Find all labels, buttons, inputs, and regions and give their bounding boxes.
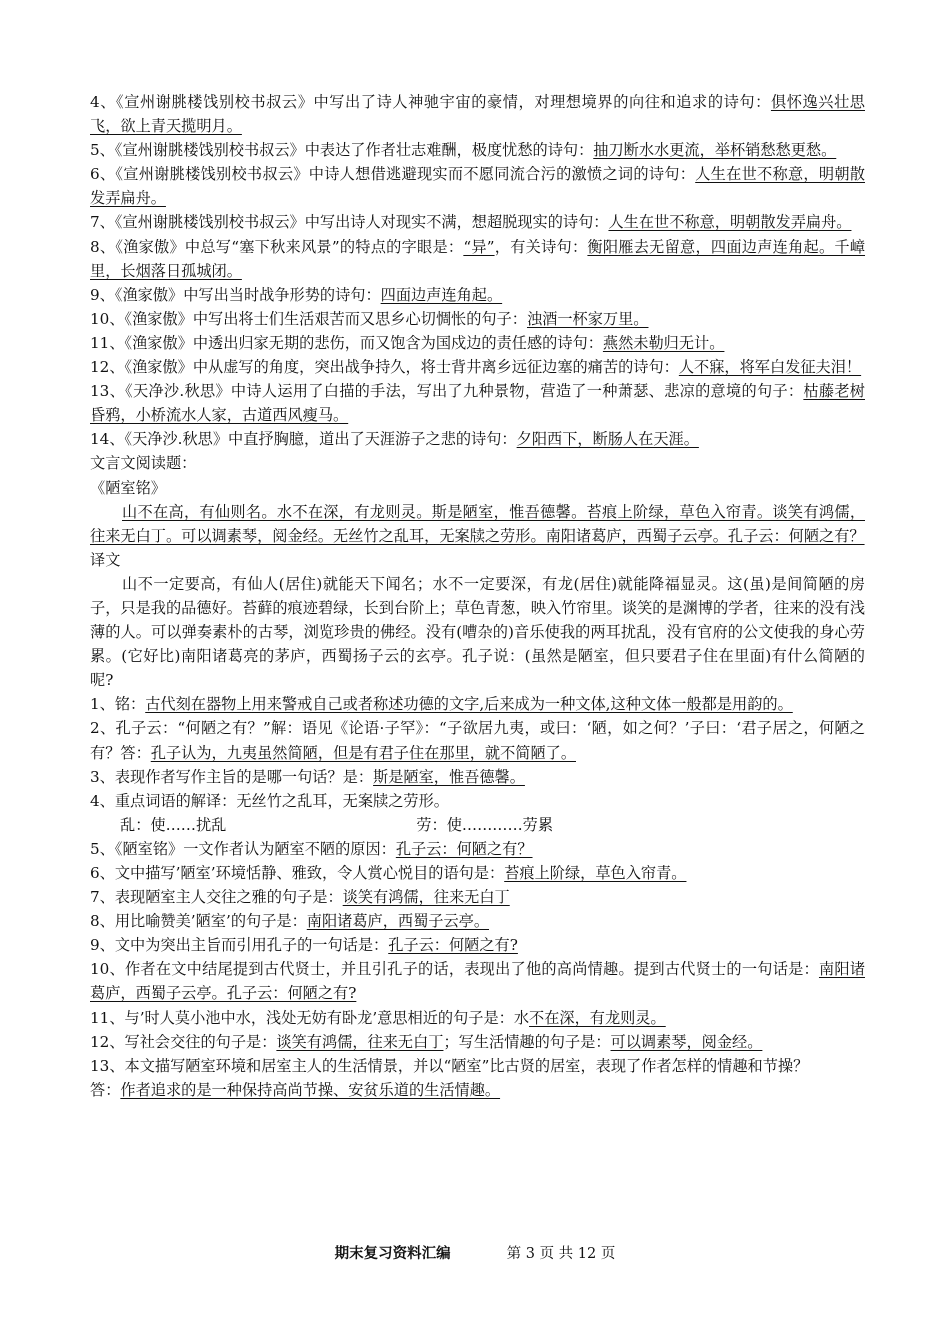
question-8 — [90, 235, 865, 283]
question-2 — [90, 716, 865, 764]
question-text: 12、写社会交往的句子是： — [90, 1032, 277, 1051]
question-4-words — [90, 813, 865, 837]
footer-title: 期末复习资料汇编 — [334, 1245, 451, 1262]
question-text: 3、表现作者写作主旨的是哪一句话？是： — [90, 767, 374, 786]
question-text: 9、文中为突出主旨而引用孔子的一句话是： — [90, 936, 389, 955]
question-text: 14、《天净沙.秋思》中直抒胸臆，道出了天涯游子之悲的诗句： — [90, 430, 517, 449]
question-13: 13、本文描写陋室环境和居室主人的生活情景，并以“陋室”比古贤的居室，表现了作者怎样的情趣和节操？ — [90, 1056, 809, 1075]
question-line — [90, 162, 865, 210]
word-explanation: 乱：使……扰乱 — [120, 815, 227, 834]
answer-text: 古代刻在器物上用来警戒自己或者称述功德的文字,后来成为一种文体,这种文体一般都是用韵的。 — [145, 695, 793, 714]
question-1 — [90, 692, 865, 716]
question-text: 8、《渔家傲》中总写“塞下秋来风景”的特点的字眼是： — [90, 237, 464, 256]
answer-text: 人不寐，将军白发征夫泪！ — [678, 358, 862, 377]
question-line — [90, 427, 865, 451]
question-line — [90, 861, 865, 885]
question-text: ，有关诗句： — [494, 237, 588, 256]
answer-text: 人生在世不称意，明朝散发弄扁舟。 — [90, 165, 865, 208]
answer-text: 四面边声连角起。 — [380, 285, 503, 304]
answer-text: 燕然未勒归无计。 — [602, 333, 725, 352]
question-text: 6、文中描写’陋室’环境恬静、雅致，令人赏心悦目的语句是： — [90, 864, 505, 882]
question-text: ；写生活情趣的句子是： — [443, 1032, 611, 1051]
answer-text: 衡阳雁去无留意，四面边声连角起。千嶂里，长烟落日孤城闭。 — [90, 237, 866, 280]
answer-text: 人生在世不称意，明朝散发弄扁舟。 — [608, 213, 852, 232]
answer-text: 南阳诸葛庐，西蜀子云亭。孔子云：何陋之有? — [90, 960, 865, 1003]
question-line — [90, 283, 865, 307]
question-line — [90, 933, 865, 957]
essay-title: 《陋室铭》 — [90, 478, 166, 497]
question-text: 11、与’时人莫小池中水，浅处无妨有卧龙’意思相近的句子是：水 — [90, 1008, 530, 1027]
answer-text: 孔子云：何陋之有? — [388, 936, 518, 955]
question-text: 5、《宣州谢朓楼饯别校书叔云》中表达了作者壮志难酬，极度忧愁的诗句： — [90, 141, 594, 160]
answer-word: “异” — [463, 237, 495, 256]
question-text: 8、用比喻赞美’陋室’的句子是： — [90, 912, 307, 931]
question-line — [90, 355, 865, 379]
question-line — [90, 138, 865, 162]
answer-text: 孔子云：何陋之有？ — [395, 839, 533, 858]
question-text: 11、《渔家傲》中透出归家无期的悲伤，而又饱含为国戍边的责任感的诗句： — [90, 333, 603, 352]
question-4: 4、重点词语的解译：无丝竹之乱耳，无案牍之劳形。 — [90, 791, 449, 810]
question-11 — [90, 1006, 865, 1030]
question-13-answer — [90, 1078, 865, 1102]
essay-body: 山不在高，有仙则名。水不在深，有龙则灵。斯是陋室，惟吾德馨。苔痕上阶绿，草色入帘青。谈笑有鸿儒，往来无白丁。可以调素琴，阅金经。无丝竹之乱耳，无案牍之劳形。南阳诸葛庐，西蜀子云亭。孔子云：何陋之有？ — [90, 502, 865, 545]
answer-text: 抽刀断水水更流，举杯销愁愁更愁。 — [593, 141, 837, 160]
answer-prefix: 答： — [90, 1080, 121, 1099]
answer-text: 谈笑有鸿儒，往来无白丁 — [342, 888, 510, 907]
question-line — [90, 307, 865, 331]
question-text: 2、孔子云：“何陋之有？”解：语见《论语·子罕》：“子欲居九夷，或曰：‘陋，如之何？’子曰：‘君子居之，何陋之有？答： — [90, 719, 865, 762]
question-12 — [90, 1030, 865, 1054]
question-line — [90, 331, 865, 355]
question-line — [90, 909, 865, 933]
question-line — [90, 837, 865, 861]
question-line — [90, 379, 865, 427]
translation-label: 译文 — [90, 550, 121, 569]
question-text: 7、表现陋室主人交往之雅的句子是： — [90, 888, 343, 907]
essay-text — [90, 500, 865, 548]
translation-text: 山不一定要高，有仙人(居住)就能天下闻名；水不一定要深，有龙(居住)就能降福显灵。这(虽)是间简陋的房子，只是我的品德好。苔藓的痕迹碧绿，长到台阶上；草色青葱，映入竹帘里。谈笑的是渊博的学者，往来的没有浅薄的人。可以弹奏素朴的古琴，浏览珍贵的佛经。没有(嘈杂的)音乐使我的两耳扰乱，没有官府的公文使我的身心劳累。(它好比)南阳诸葛亮的茅庐，西蜀扬子云的玄亭。孔子说：(虽然是陋室，但只要君子住在里面)有什么简陋的呢? — [90, 574, 865, 690]
question-text: 9、《渔家傲》中写出当时战争形势的诗句： — [90, 285, 381, 304]
answer-text: 苔痕上阶绿，草色入帘青。 — [504, 864, 687, 882]
answer-text: 斯是陋室，惟吾德馨。 — [373, 767, 525, 786]
answer-text: 夕阳西下，断肠人在天涯。 — [516, 430, 699, 449]
question-text: 12、《渔家傲》中从虚写的角度，突出战争持久，将士背井离乡远征边塞的痛苦的诗句： — [90, 358, 679, 377]
question-line — [90, 210, 865, 234]
page-footer — [0, 1242, 950, 1263]
answer-text: 可以调素琴，阅金经。 — [610, 1032, 763, 1051]
section-title: 文言文阅读题： — [90, 454, 197, 473]
word-explanation: 劳：使…………劳累 — [416, 815, 553, 834]
answer-text: 孔子认为，九夷虽然简陋，但是有君子住在那里，就不简陋了。 — [150, 743, 576, 762]
question-text: 7、《宣州谢朓楼饯别校书叔云》中写出诗人对现实不满，想超脱现实的诗句： — [90, 213, 609, 232]
answer-text: 谈笑有鸿儒，往来无白丁 — [276, 1032, 444, 1051]
question-text: 10、作者在文中结尾提到古代贤士，并且引孔子的话，表现出了他的高尚情趣。提到古代贤士的一句话是： — [90, 960, 819, 979]
answer-text: 不在深，有龙则灵。 — [529, 1008, 666, 1027]
answer-text: 浊酒一杯家万里。 — [526, 309, 649, 328]
question-text: 4、《宣州谢朓楼饯别校书叔云》中写出了诗人神驰宇宙的豪情，对理想境界的向往和追求的诗句： — [90, 93, 771, 111]
question-line — [90, 90, 865, 138]
question-text: 1、铭： — [90, 695, 146, 714]
question-text: 13、《天净沙.秋思》中诗人运用了白描的手法，写出了九种景物，营造了一种萧瑟、悲凉的意境的句子： — [90, 382, 804, 401]
document-page — [90, 90, 865, 1102]
question-3 — [90, 765, 865, 789]
answer-text: 作者追求的是一种保持高尚节操、安贫乐道的生活情趣。 — [120, 1080, 501, 1099]
answer-text: 南阳诸葛庐，西蜀子云亭。 — [306, 912, 490, 931]
question-text: 6、《宣州谢朓楼饯别校书叔云》中诗人想借逃避现实而不愿同流合污的激愤之词的诗句： — [90, 165, 696, 184]
page-number: 第 3 页 共 12 页 — [506, 1246, 616, 1262]
question-line — [90, 957, 865, 1005]
question-line — [90, 885, 865, 909]
answer-text: 枯藤老树昏鸦，小桥流水人家，古道西风瘦马。 — [90, 382, 865, 425]
question-text: 10、《渔家傲》中写出将士们生活艰苦而又思乡心切惆怅的句子： — [90, 309, 527, 328]
answer-text: 俱怀逸兴壮思飞，欲上青天揽明月。 — [90, 93, 865, 136]
question-text: 5、《陋室铭》一文作者认为陋室不陋的原因： — [90, 839, 396, 858]
